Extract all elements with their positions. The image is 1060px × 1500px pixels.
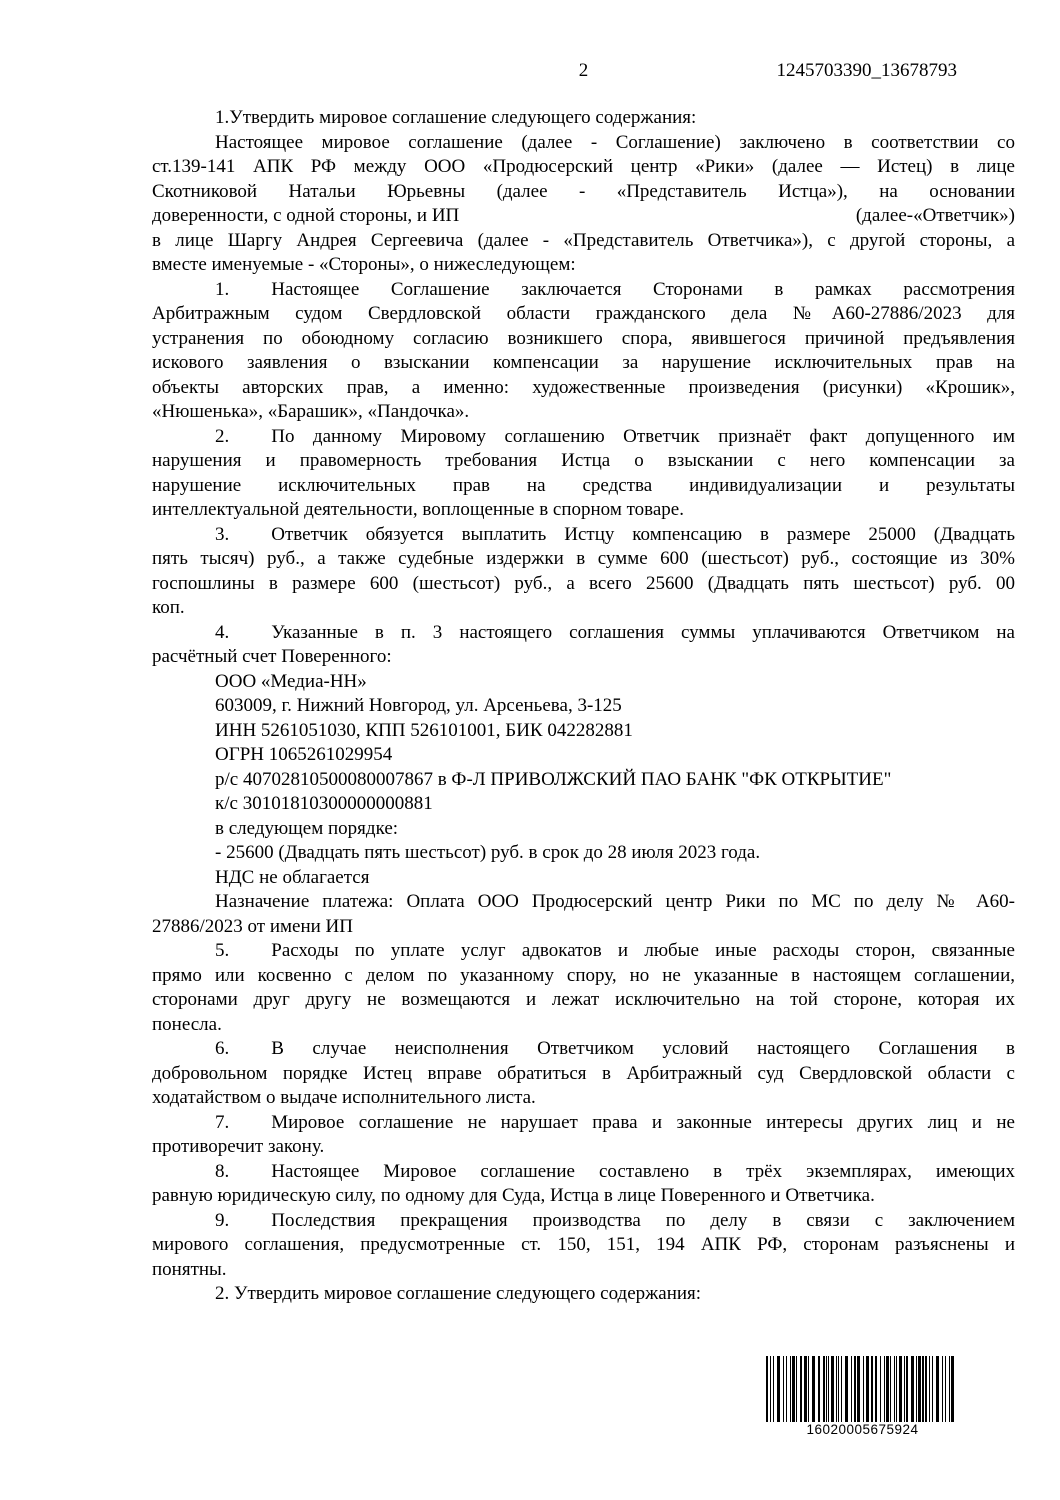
- line-text: ст.139-141 АПК РФ между ООО «Продюсерский центр «Рики» (далее — Истец) в лице: [152, 156, 1015, 177]
- barcode-bar: [884, 1356, 885, 1422]
- barcode-bar: [823, 1356, 825, 1422]
- document-line: [152, 1135, 1015, 1160]
- paragraph-number: 5.: [215, 940, 230, 961]
- barcode-bar: [812, 1356, 815, 1422]
- document-line: [152, 817, 1015, 842]
- document-line: [152, 988, 1015, 1013]
- barcode-bar: [766, 1356, 768, 1422]
- line-text: Последствия прекращения производства по делу в связи с заключением: [271, 1209, 1015, 1231]
- barcode-bar: [899, 1356, 902, 1422]
- document-line: [152, 547, 1015, 572]
- barcode-bars: [766, 1356, 959, 1422]
- barcode-bar: [925, 1356, 927, 1422]
- document-line: [152, 327, 1015, 352]
- barcode-bar: [932, 1356, 933, 1422]
- line-text: Скотниковой Натальи Юрьевны (далее - «Представитель Истца»), на основании: [152, 180, 1015, 202]
- barcode-bar: [851, 1356, 852, 1422]
- line-text: в следующем порядке:: [215, 817, 399, 839]
- document-line: [152, 474, 1015, 499]
- line-text: объекты авторских прав, а именно: художественные произведения (рисунки) «Крошик»,: [152, 376, 1015, 398]
- barcode-bar: [854, 1356, 856, 1422]
- line-text: устранения по обоюдному согласию возникшего спора, явившегося причиной предъявления: [152, 327, 1015, 349]
- document-line: [152, 400, 1015, 425]
- line-text: 603009, г. Нижний Новгород, ул. Арсеньева, 3-125: [215, 695, 622, 716]
- document-line: [152, 890, 1015, 915]
- document-line: [152, 1233, 1015, 1258]
- line-text: госпошлины в размере 600 (шестьсот) руб., а всего 25600 (Двадцать пять шестьсот) руб. 00: [152, 572, 1015, 594]
- page-header: [152, 58, 1015, 83]
- line-text: ИНН 5261051030, КПП 526101001, БИК 042282881: [215, 719, 633, 741]
- document-line: [152, 523, 1015, 548]
- barcode-bar: [911, 1356, 914, 1422]
- barcode-bar: [790, 1356, 791, 1422]
- document-line: [152, 792, 1015, 817]
- document-line: [152, 449, 1015, 474]
- barcode-bar: [838, 1356, 839, 1422]
- barcode-bar: [777, 1356, 780, 1422]
- line-text: к/с 30101810300000000881: [215, 793, 433, 814]
- document-line: [152, 719, 1015, 744]
- document-line: [152, 425, 1015, 450]
- line-text: искового заявления о взыскании компенсации за нарушение исключительных прав на: [152, 352, 1015, 373]
- line-text: в лице Шаргу Андрея Сергеевича (далее - «Представитель Ответчика»), с другой стороны, а: [152, 229, 1015, 251]
- document-line: [152, 229, 1015, 254]
- paragraph-number: 2.: [215, 425, 230, 447]
- barcode-bar: [880, 1356, 881, 1422]
- barcode-bar: [871, 1356, 873, 1422]
- paragraph-number: 6.: [215, 1038, 230, 1059]
- barcode-bar: [922, 1356, 924, 1422]
- document-line: [152, 498, 1015, 523]
- barcode-bar: [826, 1356, 827, 1422]
- document-line: [152, 204, 1015, 229]
- barcode-bar: [866, 1356, 869, 1422]
- barcode-bar: [836, 1356, 837, 1422]
- document-line: [152, 596, 1015, 621]
- document-line: [152, 302, 1015, 327]
- line-text: «Нюшенька», «Барашик», «Пандочка».: [152, 401, 470, 422]
- line-text: противоречит закону.: [152, 1136, 325, 1157]
- barcode-bar: [804, 1356, 807, 1422]
- document-line: [152, 376, 1015, 401]
- barcode: [766, 1356, 959, 1437]
- document-body: [152, 106, 1015, 1307]
- barcode-number: 16020005675924: [806, 1422, 919, 1437]
- line-text: вместе именуемые - «Стороны», о нижеследующем:: [152, 254, 576, 275]
- line-text: Указанные в п. 3 настоящего соглашения суммы уплачиваются Ответчиком на: [271, 621, 1015, 643]
- barcode-bar: [796, 1356, 797, 1422]
- document-line: [152, 1037, 1015, 1062]
- barcode-bar: [918, 1356, 921, 1422]
- line-text: ОГРН 1065261029954: [215, 744, 393, 765]
- line-text: интеллектуальной деятельности, воплощенные в спорном товаре.: [152, 499, 684, 520]
- document-line: [152, 1209, 1015, 1234]
- line-text: понесла.: [152, 1013, 222, 1035]
- line-text: ходатайством о выдаче исполнительного листа.: [152, 1087, 536, 1108]
- barcode-bar: [906, 1356, 908, 1422]
- line-text: прямо или косвенно с делом по указанному спору, но не указанные в настоящем соглашении,: [152, 964, 1015, 986]
- line-text: НДС не облагается: [215, 866, 370, 888]
- barcode-bar: [845, 1356, 848, 1422]
- barcode-bar: [894, 1356, 895, 1422]
- barcode-bar: [904, 1356, 905, 1422]
- document-line: [152, 1258, 1015, 1283]
- line-text: Назначение платежа: Оплата ООО Продюсерский центр Рики по МС по делу № А60-: [215, 891, 1015, 912]
- barcode-bar: [783, 1356, 784, 1422]
- paragraph-number: 8.: [215, 1160, 230, 1182]
- line-text: Расходы по уплате услуг адвокатов и любые иные расходы сторон, связанные: [271, 940, 1015, 961]
- paragraph-number: 4.: [215, 621, 230, 643]
- line-text: пять тысяч) руб., а также судебные издержки в сумме 600 (шестьсот) руб., состоящие из 30%: [152, 548, 1015, 569]
- line-text: - 25600 (Двадцать пять шестьсот) руб. в срок до 28 июля 2023 года.: [215, 842, 761, 863]
- paragraph-number: 9.: [215, 1209, 230, 1231]
- line-text: сторонами друг другу не возмещаются и лежат исключительно на той стороне, которая их: [152, 989, 1015, 1010]
- line-text: Настоящее мировое соглашение (далее - Соглашение) заключено в соответствии со: [215, 131, 1015, 153]
- barcode-bar: [886, 1356, 889, 1422]
- document-line: [152, 1013, 1015, 1038]
- document-line: [152, 155, 1015, 180]
- document-line: [152, 964, 1015, 989]
- paragraph-number: 1.: [215, 278, 230, 300]
- document-id: 1245703390_13678793: [776, 60, 957, 81]
- document-line: [152, 939, 1015, 964]
- line-text: По данному Мировому соглашению Ответчик признаёт факт допущенного им: [271, 425, 1015, 447]
- barcode-bar: [773, 1356, 774, 1422]
- line-text: 27886/2023 от имени ИП: [152, 915, 353, 937]
- document-line: [152, 670, 1015, 695]
- barcode-bar: [818, 1356, 820, 1422]
- barcode-bar: [857, 1356, 860, 1422]
- barcode-bar: [808, 1356, 809, 1422]
- line-text-right: (далее-«Ответчик»): [855, 205, 1015, 226]
- line-text: ООО «Медиа-НН»: [215, 670, 367, 692]
- document-line: [152, 278, 1015, 303]
- paragraph-number: 3.: [215, 523, 230, 545]
- document-line: [152, 743, 1015, 768]
- document-line: [152, 694, 1015, 719]
- line-text: расчётный счет Поверенного:: [152, 646, 392, 667]
- line-text: добровольном порядке Истец вправе обратиться в Арбитражный суд Свердловской области с: [152, 1062, 1015, 1084]
- barcode-bar: [949, 1356, 950, 1422]
- line-text: р/с 40702810500080007867 в Ф-Л ПРИВОЛЖСКИЙ ПАО БАНК "ФК ОТКРЫТИЕ": [215, 768, 892, 790]
- document-line: [152, 645, 1015, 670]
- barcode-bar: [942, 1356, 943, 1422]
- barcode-bar: [831, 1356, 834, 1422]
- barcode-bar: [841, 1356, 842, 1422]
- barcode-bar: [951, 1356, 954, 1422]
- barcode-bar: [929, 1356, 930, 1422]
- document-line: [152, 621, 1015, 646]
- document-line: [152, 351, 1015, 376]
- line-text: Мировое соглашение не нарушает права и законные интересы других лиц и не: [271, 1111, 1015, 1133]
- barcode-bar: [792, 1356, 795, 1422]
- barcode-bar: [863, 1356, 864, 1422]
- line-text: понятны.: [152, 1258, 227, 1280]
- page-number: 2: [578, 60, 589, 81]
- line-text: Настоящее Соглашение заключается Сторонами в рамках рассмотрения: [271, 278, 1015, 300]
- document-line: [152, 1062, 1015, 1087]
- line-text: В случае неисполнения Ответчиком условий настоящего Соглашения в: [271, 1038, 1015, 1059]
- line-text: нарушение исключительных прав на средства индивидуализации и результаты: [152, 474, 1015, 496]
- document-line: [152, 1111, 1015, 1136]
- barcode-bar: [896, 1356, 897, 1422]
- document-line: [152, 253, 1015, 278]
- line-text: Настоящее Мировое соглашение составлено в трёх экземплярах, имеющих: [271, 1160, 1015, 1182]
- document-line: [152, 106, 1015, 131]
- line-text: Арбитражным судом Свердловской области гражданского дела №А60-27886/2023 для: [152, 303, 1015, 324]
- line-text: доверенности, с одной стороны, и ИП: [152, 205, 460, 226]
- barcode-bar: [875, 1356, 877, 1422]
- line-text: 2. Утвердить мировое соглашение следующего содержания:: [215, 1283, 702, 1304]
- barcode-bar: [828, 1356, 829, 1422]
- document-line: [152, 1160, 1015, 1185]
- line-text: коп.: [152, 597, 185, 618]
- barcode-bar: [936, 1356, 939, 1422]
- document-line: [152, 866, 1015, 891]
- document-line: [152, 841, 1015, 866]
- barcode-bar: [890, 1356, 891, 1422]
- paragraph-number: 7.: [215, 1111, 230, 1133]
- document-line: [152, 572, 1015, 597]
- line-text: Ответчик обязуется выплатить Истцу компенсацию в размере 25000 (Двадцать: [271, 523, 1015, 545]
- line-text: мирового соглашения, предусмотренные ст. 150, 151, 194 АПК РФ, сторонам разъяснены и: [152, 1234, 1015, 1255]
- document-line: [152, 768, 1015, 793]
- document-line: [152, 1086, 1015, 1111]
- line-text: нарушения и правомерность требования Истца о взыскании с него компенсации за: [152, 450, 1015, 471]
- document-line: [152, 915, 1015, 940]
- document-line: [152, 1282, 1015, 1307]
- barcode-bar: [916, 1356, 917, 1422]
- barcode-bar: [786, 1356, 787, 1422]
- barcode-bar: [800, 1356, 802, 1422]
- barcode-bar: [945, 1356, 946, 1422]
- document-line: [152, 131, 1015, 156]
- line-text: 1.Утвердить мировое соглашение следующего содержания:: [215, 107, 697, 128]
- barcode-bar: [770, 1356, 771, 1422]
- document-line: [152, 180, 1015, 205]
- line-text: равную юридическую силу, по одному для Суда, Истца в лице Поверенного и Ответчика.: [152, 1185, 875, 1206]
- document-line: [152, 1184, 1015, 1209]
